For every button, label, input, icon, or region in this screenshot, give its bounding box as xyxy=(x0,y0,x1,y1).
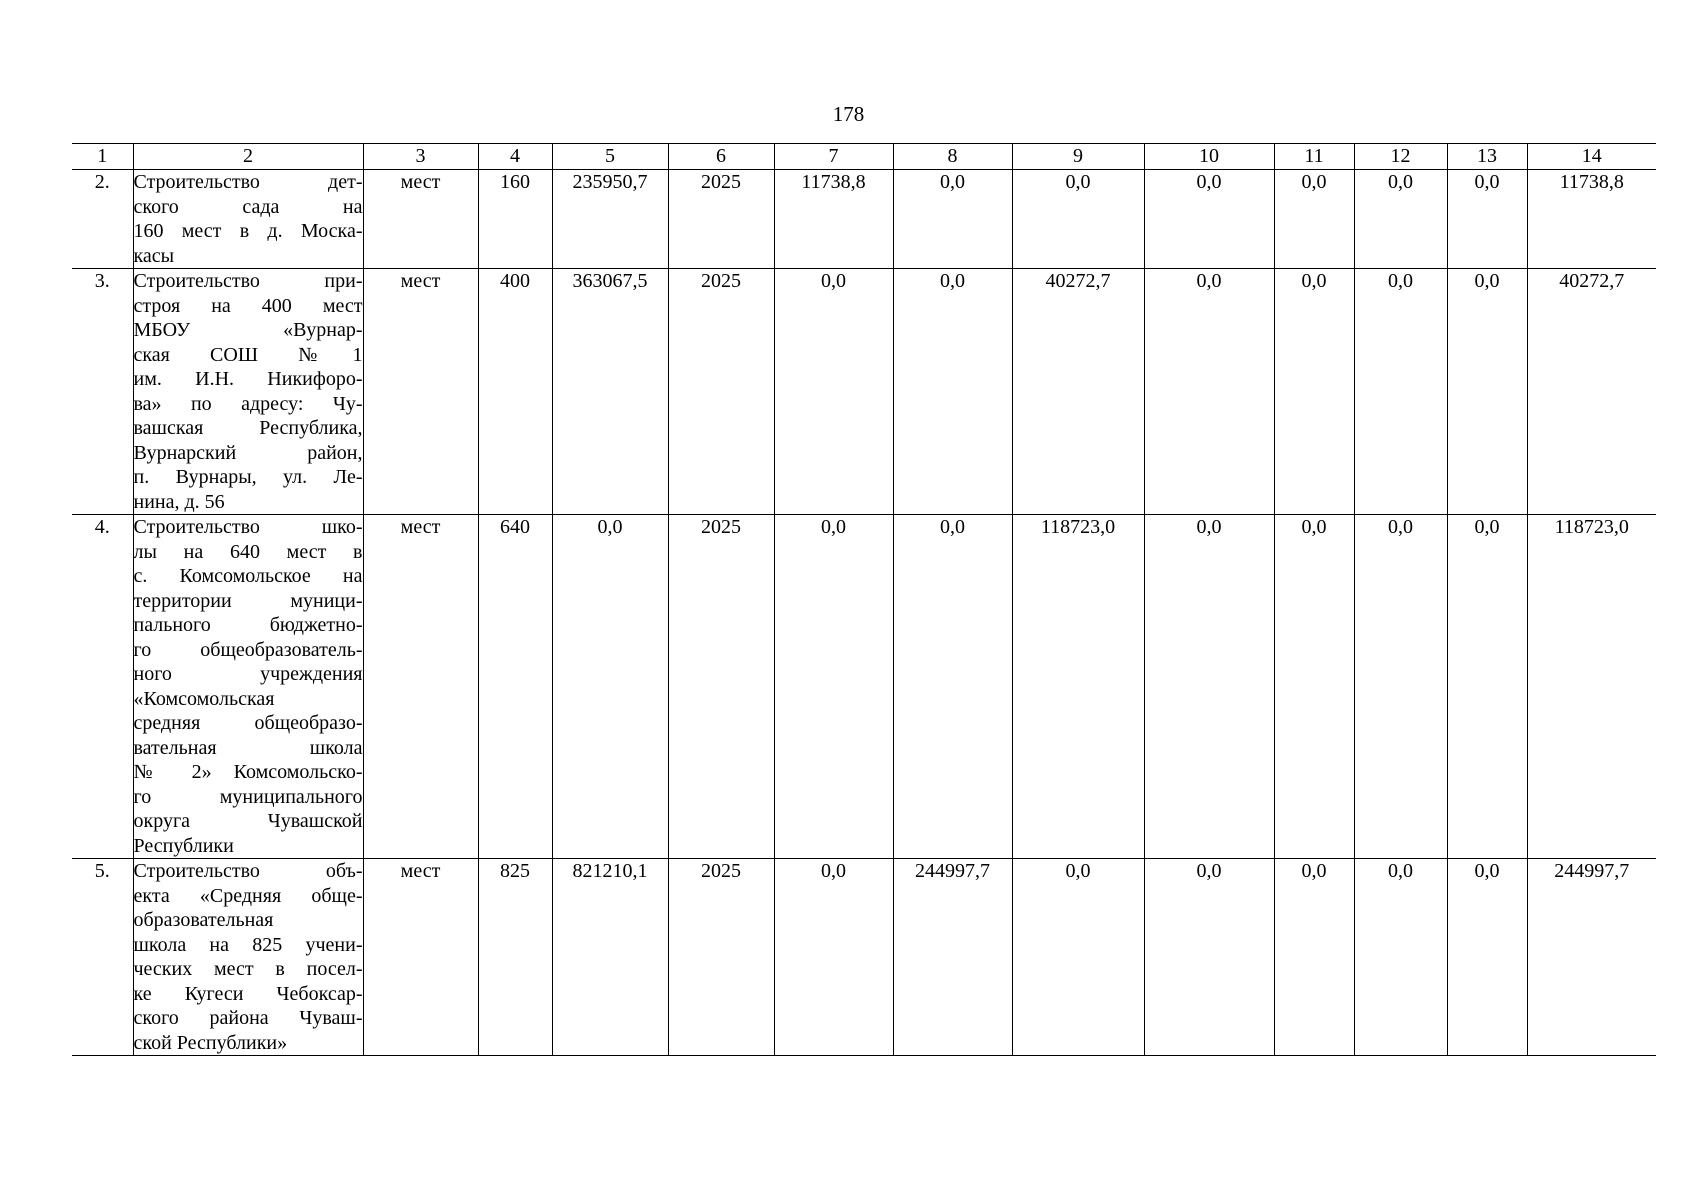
description-line: Строительство дет- xyxy=(133,171,363,193)
cell-col-14: 40272,7 xyxy=(1527,269,1656,515)
col-header-13: 13 xyxy=(1447,144,1527,170)
cell-col-9: 0,0 xyxy=(1012,859,1144,1056)
cell-col-11: 0,0 xyxy=(1274,170,1354,269)
page-number: 178 xyxy=(832,102,865,126)
cell-col-5: 363067,5 xyxy=(552,269,668,515)
cell-col-14: 244997,7 xyxy=(1527,859,1656,1056)
description-line: нина, д. 56 xyxy=(133,490,225,513)
cell-col-13: 0,0 xyxy=(1447,170,1527,269)
description-line: ке Кугеси Чебоксар- xyxy=(133,982,363,1005)
cell-col-4: 825 xyxy=(478,859,552,1056)
description-line: Строительство при- xyxy=(133,270,363,292)
description-line: образовательная xyxy=(133,909,274,931)
cell-col-11: 0,0 xyxy=(1274,269,1354,515)
cell-col-4: 400 xyxy=(478,269,552,515)
row-unit: мест xyxy=(363,269,478,515)
description-line: строя на 400 мест xyxy=(133,294,363,317)
description-line: вательная школа xyxy=(133,736,363,759)
description-line: Республики xyxy=(133,834,234,857)
row-description xyxy=(133,170,363,269)
cell-col-4: 160 xyxy=(478,170,552,269)
cell-col-10: 0,0 xyxy=(1144,170,1274,269)
col-header-6: 6 xyxy=(668,144,774,170)
row-unit: мест xyxy=(363,170,478,269)
col-header-14: 14 xyxy=(1527,144,1656,170)
description-line: «Комсомольская xyxy=(133,687,275,710)
description-line: касы xyxy=(133,244,175,267)
description-line: им. И.Н. Никифоро- xyxy=(133,368,363,390)
row-unit: мест xyxy=(363,515,478,859)
description-line: го муниципального xyxy=(133,785,363,808)
cell-col-8: 244997,7 xyxy=(893,859,1012,1056)
cell-col-10: 0,0 xyxy=(1144,515,1274,859)
cell-col-11: 0,0 xyxy=(1274,515,1354,859)
description-line: ской Республики» xyxy=(133,1031,288,1054)
cell-col-13: 0,0 xyxy=(1447,515,1527,859)
cell-col-14: 11738,8 xyxy=(1527,170,1656,269)
cell-col-13: 0,0 xyxy=(1447,859,1527,1056)
col-header-11: 11 xyxy=(1274,144,1354,170)
col-header-2: 2 xyxy=(133,144,363,170)
col-header-4: 4 xyxy=(478,144,552,170)
cell-col-14: 118723,0 xyxy=(1527,515,1656,859)
col-header-9: 9 xyxy=(1012,144,1144,170)
col-header-1: 1 xyxy=(72,144,133,170)
cell-col-13: 0,0 xyxy=(1447,269,1527,515)
description-line: лы на 640 мест в xyxy=(133,540,363,563)
cell-col-8: 0,0 xyxy=(893,170,1012,269)
row-number: 2. xyxy=(72,170,133,269)
table-row xyxy=(72,170,1656,269)
row-number: 4. xyxy=(72,515,133,859)
description-line: ского района Чуваш- xyxy=(133,1007,363,1029)
cell-col-12: 0,0 xyxy=(1354,269,1447,515)
cell-col-9: 40272,7 xyxy=(1012,269,1144,515)
description-line: п. Вурнары, ул. Ле- xyxy=(133,466,363,488)
cell-col-5: 0,0 xyxy=(552,515,668,859)
col-header-3: 3 xyxy=(363,144,478,170)
cell-col-9: 0,0 xyxy=(1012,170,1144,269)
cell-col-6: 2025 xyxy=(668,515,774,859)
row-number: 3. xyxy=(72,269,133,515)
table-row xyxy=(72,515,1656,859)
cell-col-12: 0,0 xyxy=(1354,170,1447,269)
description-line: 160 мест в д. Моска- xyxy=(133,220,363,242)
cell-col-9: 118723,0 xyxy=(1012,515,1144,859)
header-row xyxy=(72,144,1656,170)
cell-col-8: 0,0 xyxy=(893,269,1012,515)
cell-col-10: 0,0 xyxy=(1144,269,1274,515)
cell-col-7: 0,0 xyxy=(774,859,893,1056)
description-line: Строительство объ- xyxy=(133,860,363,882)
description-line: округа Чувашской xyxy=(133,810,363,832)
col-header-8: 8 xyxy=(893,144,1012,170)
description-line: Вурнарский район, xyxy=(133,441,363,464)
description-line: го общеобразователь- xyxy=(133,638,363,661)
col-header-10: 10 xyxy=(1144,144,1274,170)
description-line: Строительство шко- xyxy=(133,516,363,538)
table-row xyxy=(72,859,1656,1056)
description-line: территории муници- xyxy=(133,589,363,612)
construction-table xyxy=(72,143,1656,1056)
description-line: школа на 825 учени- xyxy=(133,933,363,956)
row-number: 5. xyxy=(72,859,133,1056)
description-line: ского сада на xyxy=(133,195,363,218)
cell-col-5: 235950,7 xyxy=(552,170,668,269)
cell-col-4: 640 xyxy=(478,515,552,859)
description-line: средняя общеобразо- xyxy=(133,712,363,734)
cell-col-6: 2025 xyxy=(668,170,774,269)
col-header-5: 5 xyxy=(552,144,668,170)
description-line: вашская Республика, xyxy=(133,417,363,439)
row-description xyxy=(133,859,363,1056)
row-unit: мест xyxy=(363,859,478,1056)
col-header-12: 12 xyxy=(1354,144,1447,170)
row-description xyxy=(133,515,363,859)
cell-col-7: 0,0 xyxy=(774,515,893,859)
description-line: екта «Средняя обще- xyxy=(133,884,363,907)
cell-col-8: 0,0 xyxy=(893,515,1012,859)
cell-col-5: 821210,1 xyxy=(552,859,668,1056)
table-row xyxy=(72,269,1656,515)
description-line: ного учреждения xyxy=(133,663,363,685)
cell-col-12: 0,0 xyxy=(1354,515,1447,859)
cell-col-7: 0,0 xyxy=(774,269,893,515)
cell-col-7: 11738,8 xyxy=(774,170,893,269)
cell-col-6: 2025 xyxy=(668,859,774,1056)
cell-col-11: 0,0 xyxy=(1274,859,1354,1056)
cell-col-10: 0,0 xyxy=(1144,859,1274,1056)
description-line: пального бюджетно- xyxy=(133,614,363,636)
description-line: ческих мест в посел- xyxy=(133,958,363,980)
description-line: ская СОШ №1 xyxy=(133,343,363,366)
description-line: МБОУ «Вурнар- xyxy=(133,319,363,341)
cell-col-6: 2025 xyxy=(668,269,774,515)
description-line: с. Комсомольское на xyxy=(133,565,363,587)
row-description xyxy=(133,269,363,515)
cell-col-12: 0,0 xyxy=(1354,859,1447,1056)
description-line: ва» по адресу: Чу- xyxy=(133,392,363,415)
col-header-7: 7 xyxy=(774,144,893,170)
description-line: № 2» Комсомольско- xyxy=(133,761,363,783)
